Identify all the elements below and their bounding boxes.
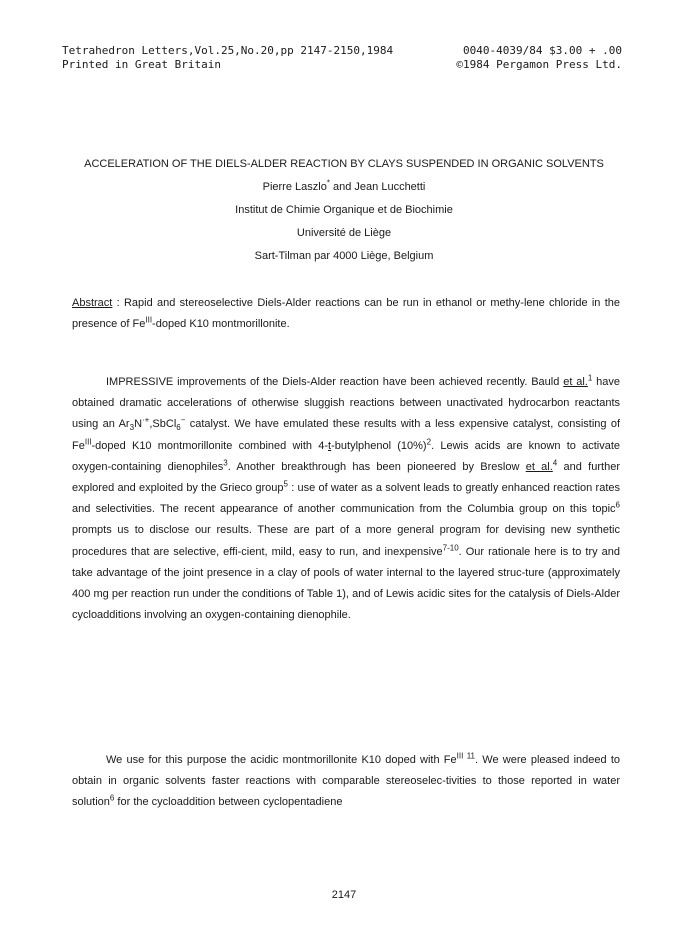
authors (0, 178, 688, 193)
ref-3: 3 (223, 458, 228, 468)
abstract-label: Abstract (72, 297, 113, 309)
p1-text-1: IMPRESSIVE improvements of the Diels-Alder reaction have been achieved recently. Bauld (106, 376, 564, 388)
abstract-text-1: : Rapid and stereoselective Diels-Alder reactions can be run in ethanol or methy-lene chloride in the presence of Fe (72, 297, 620, 331)
p1-text-12: . Our rationale here is to try and take advantage of the joint presence in a clay of pools of water internal to the layered struc-ture (approximately 400 mg per reaction run under the conditions of Table 1), and of Lewis acidic sites for the catalysis of Diels-Alder cycloadditions involving an oxygen-containing dienophile. (72, 545, 620, 622)
p1-sub-3: 3 (129, 423, 135, 433)
authors-joiner: and (329, 181, 355, 193)
p1-text-9: and further explored and exploited by the Grieco group (72, 460, 620, 495)
p1-text-4: catalyst. We have emulated these results with a less expensive catalyst, consisting of Fe (72, 418, 621, 452)
author-1: Pierre Laszlo (262, 181, 327, 193)
printed-in: Printed in Great Britain (62, 58, 221, 71)
abstract-text-2: -doped K10 montmorillonite. (152, 318, 290, 331)
p1-text-2: have obtained dramatic accelerations of otherwise sluggish reactions between unactivated hydrocarbon reactants using an Ar (72, 376, 620, 431)
p1-sub-6: 6 (176, 423, 181, 433)
p2-text-3: for the cycloaddition between cyclopentadiene (114, 796, 343, 809)
corresponding-author-mark: * (326, 178, 330, 188)
affiliation-university: Université de Liège (296, 227, 392, 239)
ref-6: 6 (615, 500, 620, 510)
p1-etal-2: et al. (525, 460, 553, 473)
article-title: ACCELERATION OF THE DIELS-ALDER REACTION BY CLAYS SUSPENDED IN ORGANIC SOLVENTS (84, 158, 604, 170)
p1-text-11: prompts us to disclose our results. These are part of a more general program for devising new synthetic procedures that are selective, effi-cient, mild, easy to run, and inexpensive (72, 524, 620, 558)
p1-text-5: -doped K10 montmorillonite combined with 4- (91, 439, 329, 452)
p1-sup-minus: − (180, 415, 186, 425)
ref-5: 5 (283, 479, 288, 489)
p2-text-1: We use for this purpose the acidic montmorillonite K10 doped with Fe (106, 754, 457, 766)
issn-price: 0040-4039/84 $3.00 + .00 (463, 44, 622, 57)
ref-4: 4 (552, 458, 558, 468)
p2-text-2: . We were pleased indeed to obtain in organic solvents faster reactions with comparable stereoselec-tivities to those reported in water solution (72, 754, 620, 809)
p1-tert-t: t (328, 439, 332, 452)
p1-text-10: : use of water as a solvent leads to greatly enhanced reaction rates and selectivities. The recent appearance of another communication from the Columbia group on this topic (72, 482, 620, 516)
copyright: ©1984 Pergamon Press Ltd. (456, 58, 622, 71)
ref-7-10: 7-10 (442, 542, 459, 552)
ref-2: 2 (426, 436, 432, 446)
p1-etal-1: et al. (563, 376, 588, 388)
body-paragraph-1 (72, 372, 620, 626)
p1-sup-radical-cation: ·+ (142, 415, 150, 425)
p2-sup-iii-11: III 11 (456, 751, 475, 761)
affiliation-institute: Institut de Chimie Organique et de Biochimie (235, 204, 453, 216)
p1-text-8: . Another breakthrough has been pioneered by Breslow (227, 460, 526, 473)
p1-text-3: ,SbCl (149, 418, 177, 431)
journal-citation: Tetrahedron Letters,Vol.25,No.20,pp 2147-2150,1984 (62, 44, 394, 57)
page-number: 2147 (331, 889, 357, 901)
abstract-sup: III (145, 315, 153, 325)
affiliation-address: Sart-Tilman par 4000 Liège, Belgium (254, 250, 434, 262)
p1-text-6: -butylphenol (10%) (331, 439, 427, 452)
p1-text-7: . Lewis acids are known to activate oxygen-containing dienophiles (72, 439, 620, 473)
p1-n: N (134, 418, 143, 431)
author-2: Jean Lucchetti (354, 181, 426, 193)
abstract (72, 293, 620, 335)
body-paragraph-2 (72, 750, 620, 814)
ref-1: 1 (587, 373, 593, 383)
p2-ref-6: 6 (109, 793, 115, 803)
p1-sup-iii: III (84, 436, 92, 446)
